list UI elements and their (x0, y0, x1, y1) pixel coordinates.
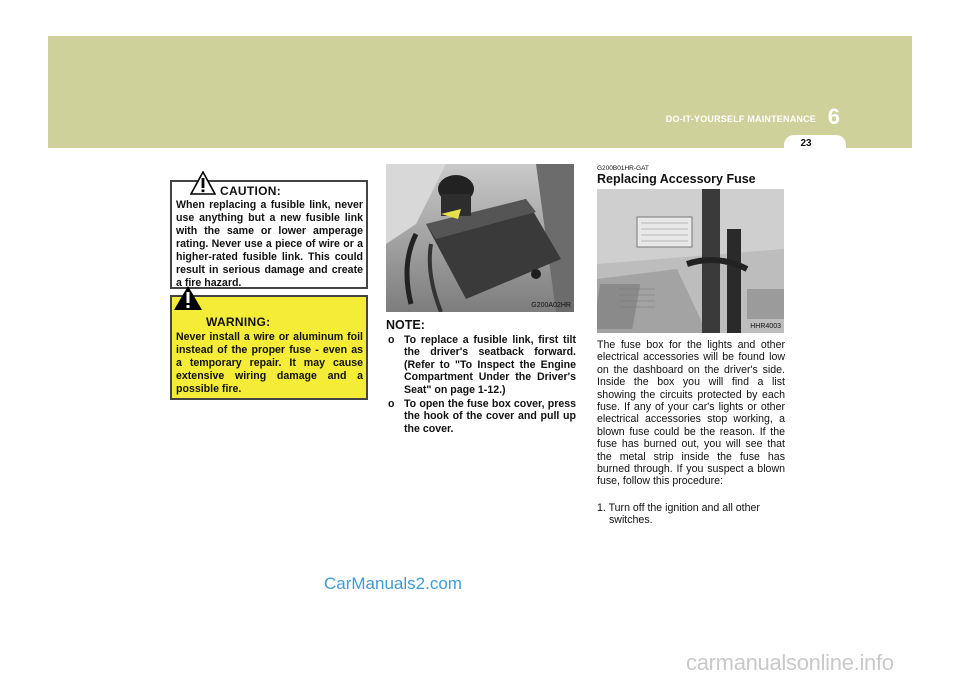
warning-title: WARNING: (206, 315, 271, 329)
section-code: G200B01HR-GAT (597, 165, 649, 172)
warning-box (170, 295, 368, 400)
note-item-text: To replace a fusible link, first tilt the driver's seatback forward. (Refer to "To Inspect the Engine Compartment Under the Driver's Seat" on page 1-12.) (404, 334, 576, 396)
fuse-box-photo (597, 189, 784, 333)
figure-code: HHR4003 (750, 323, 781, 330)
note-title: NOTE: (386, 318, 425, 332)
body-paragraph: The fuse box for the lights and other electrical accessories will be found low on the dashboard on the driver's side. Inside the box you will find a list showing the circuits protected by each fuse. If any of your car's lights or other electrical accessories stop working, a blown fuse could be the reason. If the fuse has burned out, you will see that the metal strip inside the fuse has burned through. If you suspect a blown fuse, follow this procedure: (597, 339, 785, 488)
page-number: 23 (800, 138, 812, 149)
figure-code: G200A02HR (531, 302, 571, 309)
note-bullet: o (388, 398, 395, 411)
fuse-box-illustration (597, 189, 784, 333)
fusible-link-illustration (386, 164, 574, 312)
section-title: Replacing Accessory Fuse (597, 172, 756, 186)
procedure-step: 1. Turn off the ignition and all other switches. (597, 502, 760, 527)
caution-title: CAUTION: (220, 184, 282, 198)
chapter-number: 6 (827, 104, 840, 129)
fusible-link-photo (386, 164, 574, 312)
caution-box (170, 180, 368, 289)
header-band (48, 36, 912, 148)
watermark-left[interactable]: CarManuals2.com (324, 574, 462, 593)
chapter-title: DO-IT-YOURSELF MAINTENANCE (665, 114, 816, 124)
warning-triangle-icon (190, 171, 216, 195)
note-section (386, 318, 576, 435)
note-item (386, 398, 576, 435)
note-item-text: To open the fuse box cover, press the hook of the cover and pull up the cover. (404, 398, 576, 435)
caution-text: When replacing a fusible link, never use anything but a new fusible link with the same or lower amperage rating. Never use a piece of wire or a higher-rated fusible link. This could result in serious damage and create a fire hazard. (176, 199, 363, 289)
warning-triangle-icon (173, 285, 203, 311)
watermark-right[interactable]: carmanualsonline.info (686, 650, 894, 675)
note-item (386, 334, 576, 396)
note-bullet: o (388, 334, 395, 346)
warning-text: Never install a wire or aluminum foil instead of the proper fuse - even as a temporary repair. It may cause extensive wiring damage and a possible fire. (176, 331, 363, 395)
